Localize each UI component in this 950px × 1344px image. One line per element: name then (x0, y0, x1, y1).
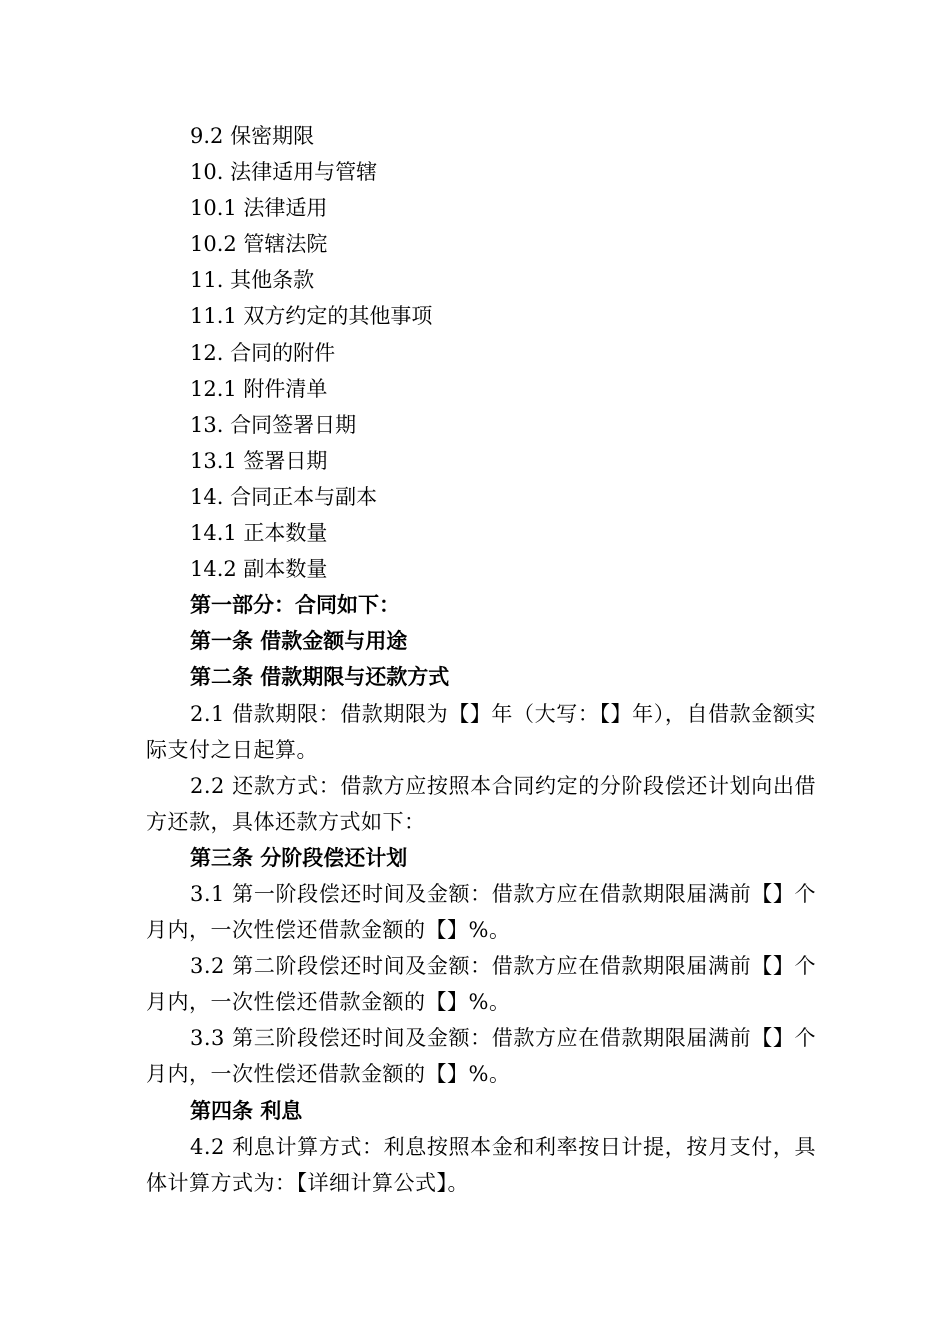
toc-item: 10.1 法律适用 (190, 196, 328, 221)
toc-item: 12. 合同的附件 (190, 340, 336, 365)
part1-heading: 第一部分：合同如下： (190, 592, 400, 618)
document-body (146, 118, 816, 1201)
article3-heading: 第三条 分阶段偿还计划 (190, 844, 408, 870)
toc-item: 13.1 签署日期 (190, 448, 328, 473)
article4-heading: 第四条 利息 (190, 1097, 303, 1123)
toc-item: 12.1 附件清单 (190, 376, 328, 401)
toc-item: 14.2 副本数量 (190, 557, 328, 582)
article4-paragraph-1: 4.2 利息计算方式：利息按照本金和利率按日计提，按月支付，具体计算方式为：【详细计算公式】。 (146, 1134, 816, 1195)
article2-paragraph-2: 2.2 还款方式：借款方应按照本合同约定的分阶段偿还计划向出借方还款，具体还款方式如下： (146, 773, 816, 834)
toc-item: 11.1 双方约定的其他事项 (190, 304, 433, 329)
toc-item: 14. 合同正本与副本 (190, 484, 378, 509)
toc-item: 11. 其他条款 (190, 268, 315, 293)
article2-paragraph-1: 2.1 借款期限：借款期限为【】年（大写：【】年），自借款金额实际支付之日起算。 (146, 701, 816, 762)
toc-item: 14.1 正本数量 (190, 521, 328, 546)
toc-item: 13. 合同签署日期 (190, 412, 357, 437)
article1-heading: 第一条 借款金额与用途 (190, 628, 408, 654)
article3-paragraph-3: 3.3 第三阶段偿还时间及金额：借款方应在借款期限届满前【】个月内，一次性偿还借款金额的【】%。 (146, 1026, 816, 1087)
article2-heading: 第二条 借款期限与还款方式 (190, 664, 450, 690)
toc-item: 10. 法律适用与管辖 (190, 160, 378, 185)
article3-paragraph-2: 3.2 第二阶段偿还时间及金额：借款方应在借款期限届满前【】个月内，一次性偿还借款金额的【】%。 (146, 954, 816, 1015)
toc-item: 10.2 管辖法院 (190, 232, 328, 257)
toc-item: 9.2 保密期限 (190, 124, 315, 148)
article3-paragraph-1: 3.1 第一阶段偿还时间及金额：借款方应在借款期限届满前【】个月内，一次性偿还借款金额的【】%。 (146, 881, 816, 943)
